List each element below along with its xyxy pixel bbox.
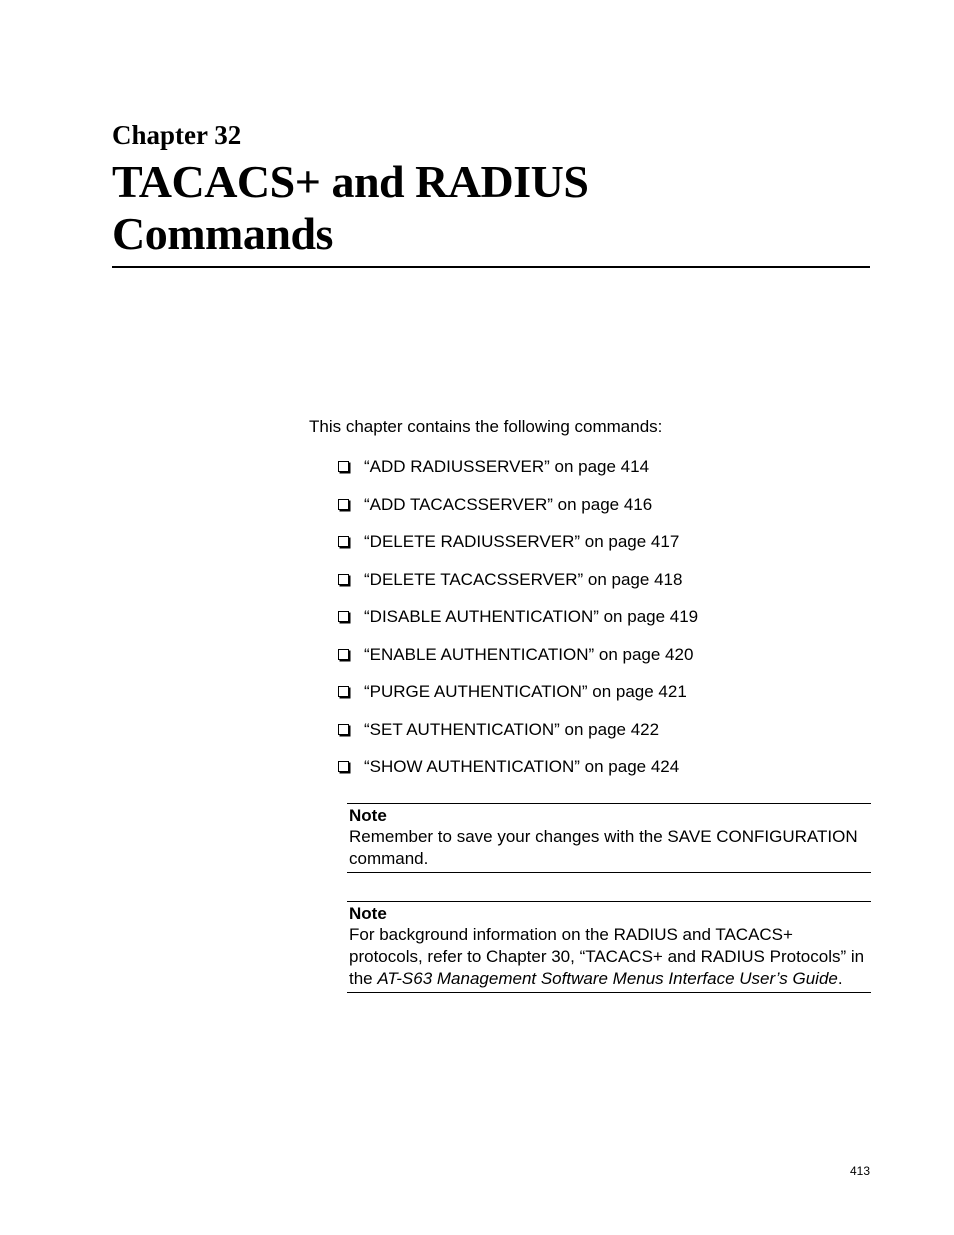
chapter-title-line-2: Commands [112,208,333,259]
command-link[interactable]: “DELETE RADIUSSERVER” on page 417 [364,532,680,551]
checkbox-icon [338,611,349,622]
note-background-info [347,901,871,993]
command-link[interactable]: “DISABLE AUTHENTICATION” on page 419 [364,607,699,626]
title-rule [112,266,870,268]
chapter-title-line-1: TACACS+ and RADIUS [112,156,589,207]
command-list [338,455,698,793]
note-text: Remember to save your changes with the SAVE CONFIGURATION command. [349,827,858,868]
page-number: 413 [849,1164,870,1178]
command-link[interactable]: “ADD TACACSSERVER” on page 416 [364,494,653,514]
command-link[interactable]: “SHOW AUTHENTICATION” on page 424 [364,757,680,776]
note-text-main: For background information on the RADIUS and TACACS+ protocols, refer to Chapter 30, “TACACS+ and RADIUS Protocols” in the [349,925,865,988]
note-heading: Note [349,806,387,825]
guide-title: AT-S63 Management Software Menus Interface User’s Guide [377,969,838,988]
checkbox-icon [338,536,349,547]
list-item[interactable] [338,530,698,568]
list-item[interactable] [338,680,698,718]
intro-text: This chapter contains the following commands: [309,417,663,436]
list-item[interactable] [338,455,698,493]
note-text [349,924,869,990]
list-item[interactable] [338,755,698,793]
checkbox-icon [338,574,349,585]
command-link[interactable]: “ADD RADIUSSERVER” on page 414 [364,457,650,476]
list-item[interactable] [338,568,698,606]
command-link[interactable]: “SET AUTHENTICATION” on page 422 [364,719,660,739]
list-item[interactable] [338,493,698,531]
checkbox-icon [338,461,349,472]
list-item[interactable] [338,643,698,681]
command-link[interactable]: “DELETE TACACSSERVER” on page 418 [364,569,683,589]
chapter-title [112,156,870,260]
command-link[interactable]: “ENABLE AUTHENTICATION” on page 420 [364,644,694,664]
checkbox-icon [338,686,349,697]
note-save-configuration [347,803,871,873]
command-link[interactable]: “PURGE AUTHENTICATION” on page 421 [364,682,687,701]
checkbox-icon [338,761,349,772]
chapter-label: Chapter 32 [112,120,242,150]
list-item[interactable] [338,605,698,643]
checkbox-icon [338,649,349,660]
list-item[interactable] [338,718,698,756]
note-heading: Note [349,904,387,923]
checkbox-icon [338,724,349,735]
checkbox-icon [338,499,349,510]
note-text-end: . [837,969,843,988]
